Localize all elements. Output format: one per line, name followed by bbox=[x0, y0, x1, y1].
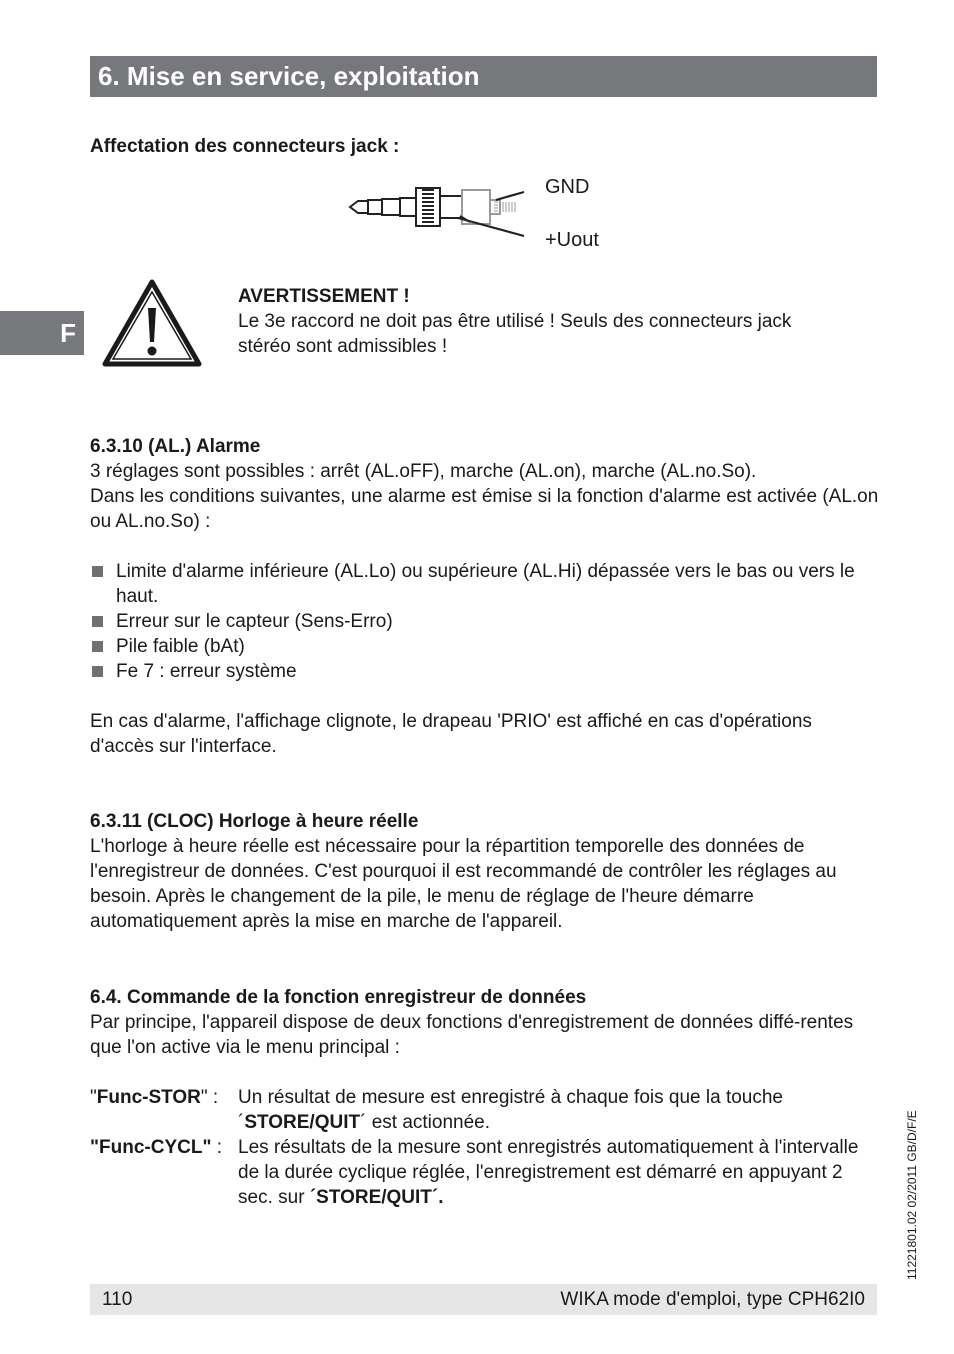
bullet-square-icon bbox=[92, 566, 103, 577]
footer-title: WIKA mode d'emploi, type CPH62I0 bbox=[560, 1289, 865, 1310]
func-cycl-term: "Func-CYCL" : bbox=[90, 1137, 223, 1158]
alarm-heading: 6.3.10 (AL.) Alarme bbox=[90, 436, 261, 457]
warning-text: Le 3e raccord ne doit pas être utilisé ! Seuls des connecteurs jack stéréo sont admissibles ! bbox=[238, 311, 792, 357]
clock-text: L'horloge à heure réelle est nécessaire pour la répartition temporelle des données de l'enregistreur de données. C'est pourquoi il est recommandé de contrôler les réglages au besoin. Après le changement de la pile, le menu de réglage de l'heure démarre automatiquement après la mise en marche de l'appareil. bbox=[90, 836, 837, 932]
warning-title: AVERTISSEMENT ! bbox=[238, 286, 410, 307]
jack-label-gnd: GND bbox=[545, 176, 590, 198]
alarm-paragraph-settings: 3 réglages sont possibles : arrêt (AL.oFF), marche (AL.on), marche (AL.no.So). bbox=[90, 461, 757, 482]
jack-heading: Affectation des connecteurs jack : bbox=[90, 136, 400, 157]
alarm-paragraph-conditions: Dans les conditions suivantes, une alarme est émise si la fonction d'alarme est activée (AL.on ou AL.no.So) : bbox=[90, 486, 879, 532]
section-title: 6. Mise en service, exploitation bbox=[98, 61, 480, 91]
language-tab bbox=[0, 311, 84, 355]
clock-heading: 6.3.11 (CLOC) Horloge à heure réelle bbox=[90, 811, 419, 832]
alarm-conditions-list bbox=[90, 559, 860, 684]
list-item: Pile faible (bAt) bbox=[90, 634, 860, 659]
alarm-paragraph-display: En cas d'alarme, l'affichage clignote, le drapeau 'PRIO' est affiché en cas d'opérations d'accès sur l'interface. bbox=[90, 711, 812, 757]
list-item: Limite d'alarme inférieure (AL.Lo) ou supérieure (AL.Hi) dépassée vers le bas ou vers le haut. bbox=[90, 559, 860, 609]
page-footer bbox=[90, 1284, 877, 1315]
section-header bbox=[90, 56, 877, 97]
logger-text: Par principe, l'appareil dispose de deux fonctions d'enregistrement de données diffé-rentes que l'on active via le menu principal : bbox=[90, 1012, 854, 1058]
bullet-square-icon bbox=[92, 616, 103, 627]
logger-heading: 6.4. Commande de la fonction enregistreur de données bbox=[90, 987, 587, 1008]
list-item: Erreur sur le capteur (Sens-Erro) bbox=[90, 609, 860, 634]
bullet-square-icon bbox=[92, 666, 103, 677]
func-cycl-row bbox=[90, 1135, 880, 1210]
func-stor-term: "Func-STOR" : bbox=[90, 1087, 219, 1108]
func-cycl-description: Les résultats de la mesure sont enregistrés automatiquement à l'intervalle de la durée cyclique réglée, l'enregistrement est démarré en appuyant 2 sec. sur ´STORE/QUIT´. bbox=[238, 1137, 859, 1208]
page-number: 110 bbox=[102, 1289, 133, 1310]
func-stor-description: Un résultat de mesure est enregistré à chaque fois que la touche ´STORE/QUIT´ est actionnée. bbox=[238, 1087, 783, 1133]
bullet-square-icon bbox=[92, 641, 103, 652]
document-code: 11221801.02 02/2011 GB/D/F/E bbox=[905, 1110, 919, 1280]
warning-triangle-icon bbox=[102, 278, 202, 368]
language-tab-label: F bbox=[60, 318, 76, 348]
list-item: Fe 7 : erreur système bbox=[90, 659, 860, 684]
func-stor-row bbox=[90, 1085, 880, 1135]
jack-label-uout: +Uout bbox=[545, 229, 599, 251]
